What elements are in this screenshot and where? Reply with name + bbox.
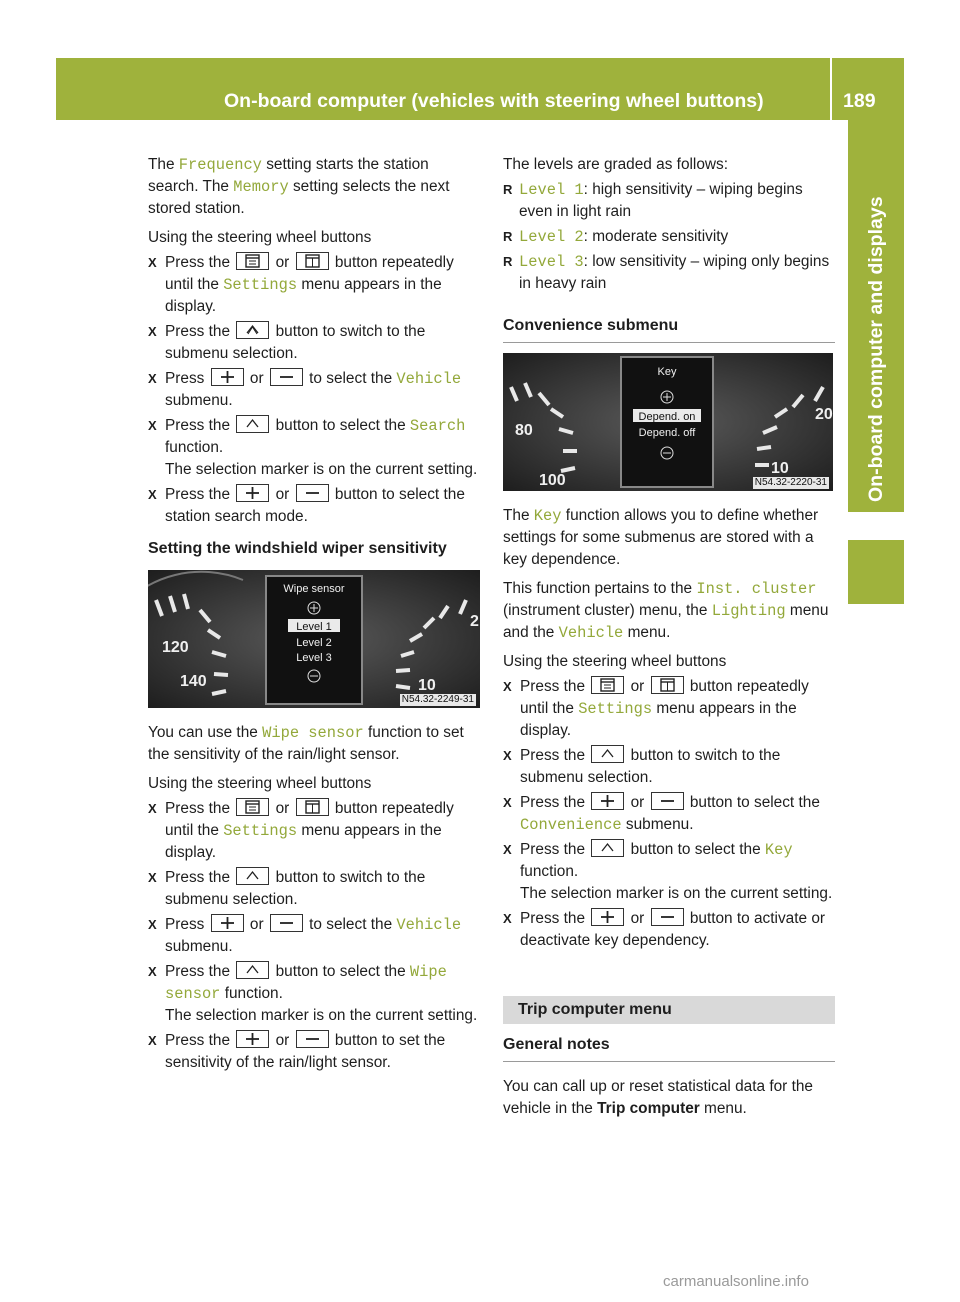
- scroll-button-icon: [236, 961, 269, 979]
- levels-intro: The levels are graded as follows:: [503, 156, 728, 173]
- right-column: [503, 154, 835, 1120]
- step-item: X Press the button to select the Key function. The selection marker is on the current setting.: [503, 839, 835, 905]
- using-buttons-label: Using the steering wheel buttons: [503, 653, 727, 670]
- footer-watermark: carmanualsonline.info: [663, 1273, 809, 1290]
- subheading-general-notes: General notes: [503, 1034, 835, 1062]
- page-header: [56, 58, 904, 120]
- step-item: X Press the button to switch to the submenu selection.: [503, 745, 835, 789]
- step-item: X Press the button to select the Search function. The selection marker is on the current setting.: [148, 415, 482, 481]
- step-item: X Press the or button to select the Convenience submenu.: [503, 792, 835, 836]
- display-item: Level 2: [296, 637, 332, 649]
- side-tab: [848, 120, 904, 512]
- image-code: N54.32-2249-31: [401, 694, 474, 705]
- step-item: X Press the button to select the Wipe sensor function. The selection marker is on the current setting.: [148, 961, 482, 1027]
- plus-button-icon: [591, 908, 624, 926]
- step-item: X Press or to select the Vehicle submenu.: [148, 914, 482, 958]
- key-display-image: [503, 353, 833, 491]
- gauge-label: 100: [539, 472, 566, 489]
- step-item: X Press the button to switch to the submenu selection.: [148, 321, 482, 365]
- step-item: X Press the or button to select the station search mode.: [148, 484, 482, 528]
- step-item: X Press the or button to set the sensitivity of the rain/light sensor.: [148, 1030, 482, 1074]
- menu-left-button-icon: [236, 798, 269, 816]
- menu-left-button-icon: [236, 252, 269, 270]
- left-column: [148, 154, 482, 1074]
- scroll-button-icon: [591, 745, 624, 763]
- display-item: Depend. off: [638, 427, 696, 439]
- display-item-selected: Depend. on: [638, 411, 696, 423]
- section-heading-trip-computer: Trip computer menu: [503, 996, 835, 1024]
- level-item: R Level 3: low sensitivity – wiping only begins in heavy rain: [503, 251, 835, 295]
- using-buttons-label: Using the steering wheel buttons: [148, 775, 372, 792]
- gauge-label: 120: [162, 639, 189, 656]
- display-title: Wipe sensor: [283, 583, 345, 595]
- minus-button-icon: [296, 1030, 329, 1048]
- using-buttons-label: Using the steering wheel buttons: [148, 229, 372, 246]
- paragraph-pertains: This function pertains to the Inst. cluster (instrument cluster) menu, the Lighting menu and the Vehicle menu.: [503, 580, 829, 642]
- display-title: Key: [657, 366, 677, 378]
- plus-button-icon: [211, 368, 244, 386]
- paragraph-trip-computer: You can call up or reset statistical data for the vehicle in the Trip computer menu.: [503, 1078, 813, 1117]
- side-tab-label: On-board computer and displays: [865, 196, 887, 502]
- menu-right-button-icon: [296, 252, 329, 270]
- scroll-button-icon: [236, 321, 269, 339]
- side-marker: [848, 540, 904, 604]
- section-heading-wiper: Setting the windshield wiper sensitivity: [148, 540, 447, 557]
- paragraph-key-function: The Key function allows you to define whether settings for some submenus are stored with a key dependence.: [503, 507, 819, 568]
- header-divider: [830, 58, 832, 120]
- minus-button-icon: [651, 792, 684, 810]
- display-item-selected: Level 1: [296, 621, 332, 633]
- step-item: X Press or to select the Vehicle submenu.: [148, 368, 482, 412]
- minus-button-icon: [296, 484, 329, 502]
- minus-button-icon: [270, 368, 303, 386]
- plus-button-icon: [236, 1030, 269, 1048]
- image-code: N54.32-2220-31: [754, 477, 827, 488]
- plus-button-icon: [211, 914, 244, 932]
- display-item: Level 3: [296, 652, 332, 664]
- menu-left-button-icon: [591, 676, 624, 694]
- header-title: On-board computer (vehicles with steering wheel buttons): [224, 90, 764, 112]
- plus-button-icon: [236, 484, 269, 502]
- step-item: X Press the or button repeatedly until the Settings menu appears in the display.: [503, 676, 835, 742]
- menu-right-button-icon: [296, 798, 329, 816]
- minus-button-icon: [651, 908, 684, 926]
- scroll-button-icon: [236, 867, 269, 885]
- paragraph-frequency: The Frequency setting starts the station search. The Memory setting selects the next stored station.: [148, 156, 450, 217]
- level-item: R Level 2: moderate sensitivity: [503, 226, 835, 248]
- minus-button-icon: [270, 914, 303, 932]
- wiper-sensor-display-image: [148, 570, 480, 708]
- scroll-button-icon: [236, 415, 269, 433]
- gauge-label: 10: [771, 460, 789, 477]
- page-number: 189: [843, 90, 876, 112]
- step-item: X Press the or button repeatedly until the Settings menu appears in the display.: [148, 252, 482, 318]
- gauge-label: 20: [815, 406, 833, 423]
- gauge-label: 80: [515, 422, 533, 439]
- gauge-label: 10: [418, 677, 436, 694]
- step-item: X Press the or button to activate or deactivate key dependency.: [503, 908, 835, 952]
- svg-text:2: 2: [470, 613, 479, 630]
- scroll-button-icon: [591, 839, 624, 857]
- step-item: X Press the or button repeatedly until the Settings menu appears in the display.: [148, 798, 482, 864]
- gauge-label: 140: [180, 673, 207, 690]
- paragraph-wipe-sensor: You can use the Wipe sensor function to set the sensitivity of the rain/light sensor.: [148, 724, 464, 763]
- plus-button-icon: [591, 792, 624, 810]
- step-item: X Press the button to switch to the submenu selection.: [148, 867, 482, 911]
- section-heading-convenience: Convenience submenu: [503, 315, 835, 343]
- level-item: R Level 1: high sensitivity – wiping begins even in light rain: [503, 179, 835, 223]
- menu-right-button-icon: [651, 676, 684, 694]
